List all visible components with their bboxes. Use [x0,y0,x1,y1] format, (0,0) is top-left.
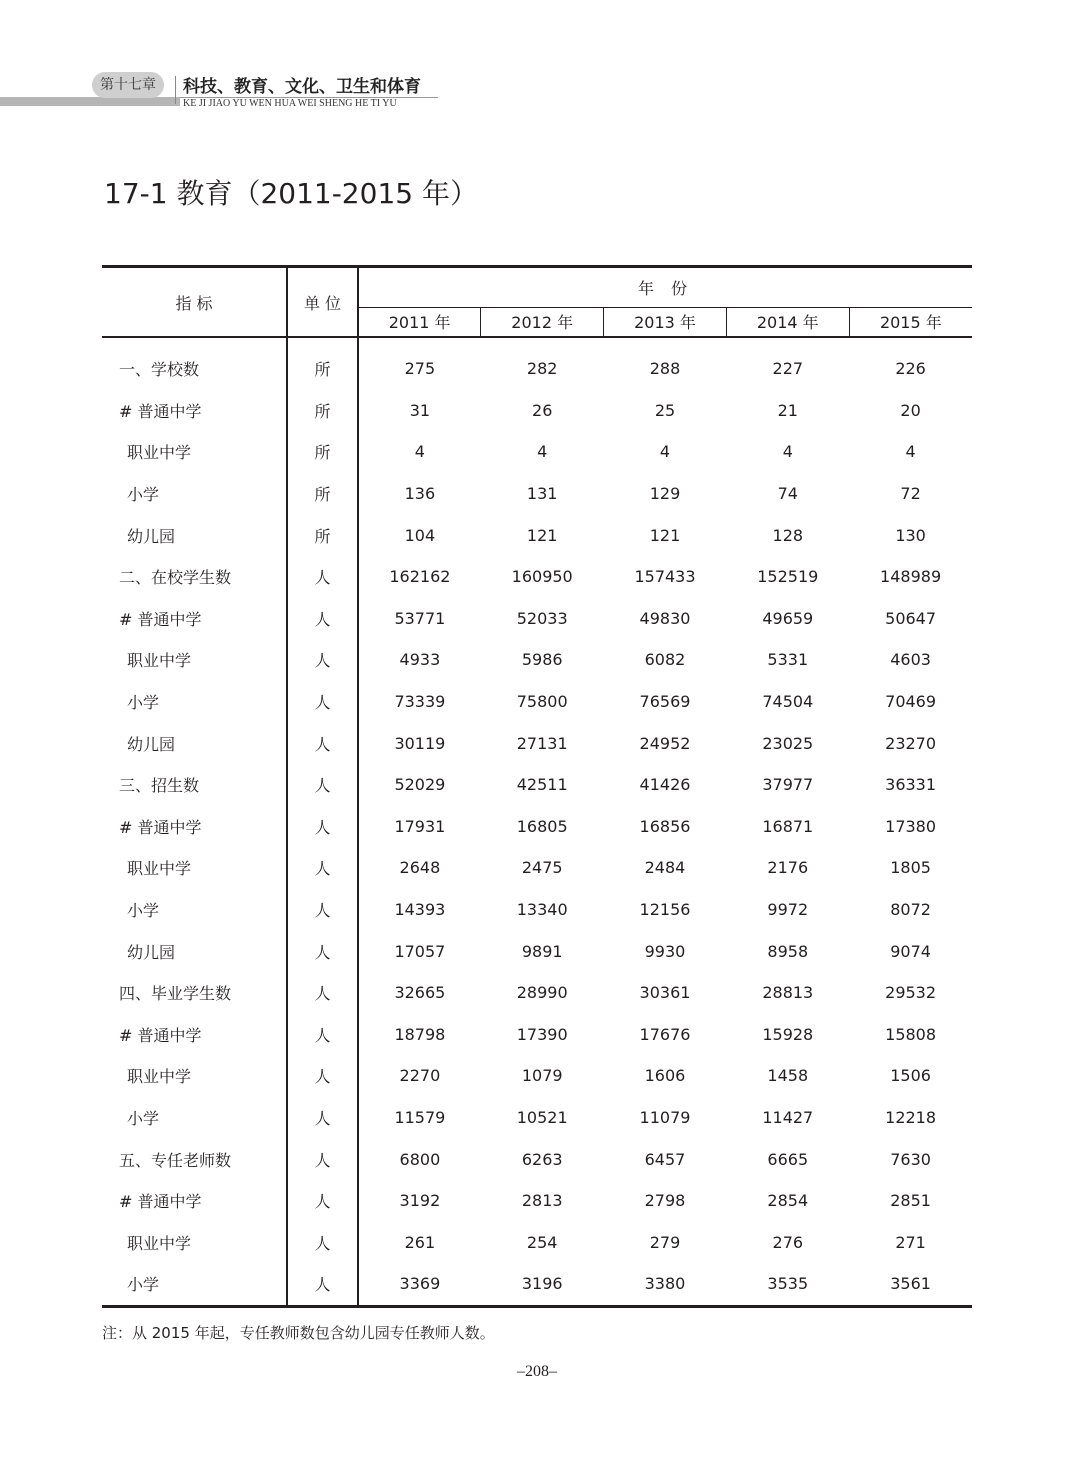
value-cell: 73339 [394,692,446,712]
value-cell: 17676 [639,1024,691,1044]
indicator-cell: 小学 [127,1108,160,1128]
value-cell: 10521 [516,1107,568,1127]
table-row [102,722,972,764]
value-cell: 1079 [521,1066,563,1086]
value-cell: 7630 [890,1149,931,1169]
table-row [102,514,972,556]
value-cell: 282 [526,359,558,379]
unit-header: 单 位 [287,267,358,338]
unit-cell: 人 [287,764,358,806]
unit-cell: 人 [287,1180,358,1222]
value-cell: 76569 [639,692,691,712]
value-cell: 21 [777,400,798,420]
table-row [102,473,972,515]
unit-cell: 人 [287,681,358,723]
value-cell: 276 [772,1232,804,1252]
table-row [102,1055,972,1097]
value-cell: 9930 [644,941,686,961]
value-cell: 74504 [762,692,814,712]
value-cell: 104 [404,525,436,545]
value-cell: 226 [895,359,926,379]
unit-cell: 人 [287,598,358,640]
unit-cell: 人 [287,722,358,764]
table-row [102,806,972,848]
value-cell: 53771 [394,608,446,628]
value-cell: 2484 [644,858,686,878]
header-decoration-bar [0,97,180,106]
year-header: 2011 年 [358,307,481,337]
indicator-cell: 小学 [127,485,160,505]
table-row [102,889,972,931]
table-row [102,598,972,640]
value-cell: 1506 [890,1066,931,1086]
indicator-cell: # 普通中学 [119,1025,202,1045]
value-cell: 9972 [767,900,809,920]
table-row [102,1263,972,1306]
value-cell: 3192 [399,1191,441,1211]
value-cell: 131 [526,484,558,504]
value-cell: 4 [659,442,671,462]
value-cell: 72 [900,484,921,504]
value-cell: 2854 [767,1191,809,1211]
value-cell: 162162 [389,567,451,587]
indicator-cell: # 普通中学 [119,609,202,629]
year-header: 2015 年 [849,307,972,337]
value-cell: 50647 [885,608,937,628]
value-cell: 130 [895,525,926,545]
value-cell: 121 [526,525,558,545]
value-cell: 9074 [890,941,931,961]
value-cell: 23025 [762,733,814,753]
value-cell: 23270 [885,733,937,753]
unit-cell: 人 [287,1014,358,1056]
value-cell: 14393 [394,900,446,920]
unit-cell: 所 [287,431,358,473]
unit-cell: 人 [287,806,358,848]
value-cell: 2270 [399,1066,441,1086]
unit-cell: 人 [287,972,358,1014]
value-cell: 27131 [516,733,568,753]
value-cell: 3535 [726,1263,849,1306]
value-cell: 17057 [394,941,446,961]
value-cell: 160950 [511,567,573,587]
table-row [102,348,972,390]
value-cell: 6800 [399,1149,441,1169]
table-body [102,337,972,1306]
indicator-cell: 小学 [127,901,160,921]
value-cell: 31 [409,400,431,420]
value-cell: 4603 [890,650,931,670]
value-cell: 28813 [762,983,814,1003]
value-cell: 2798 [644,1191,686,1211]
value-cell: 128 [772,525,804,545]
value-cell: 13340 [516,900,568,920]
unit-cell: 所 [287,390,358,432]
value-cell: 41426 [639,775,691,795]
unit-cell: 所 [287,514,358,556]
unit-cell: 人 [287,847,358,889]
value-cell: 11579 [394,1107,446,1127]
value-cell: 121 [649,525,681,545]
value-cell: 4933 [399,650,441,670]
value-cell: 15808 [885,1024,937,1044]
value-cell: 148989 [880,567,942,587]
indicator-cell: 幼儿园 [127,942,176,962]
value-cell: 17380 [885,816,937,836]
value-cell: 16856 [639,816,691,836]
value-cell: 17390 [516,1024,568,1044]
value-cell: 4 [905,442,916,462]
value-cell: 2851 [890,1191,931,1211]
indicator-cell: 四、毕业学生数 [119,984,232,1004]
value-cell: 30119 [394,733,446,753]
indicator-cell: 职业中学 [127,1067,192,1087]
value-cell: 6263 [521,1149,563,1169]
value-cell: 70469 [885,692,937,712]
table-note: 注：从 2015 年起，专任教师数包含幼儿园专任教师人数。 [102,1324,495,1342]
unit-cell: 人 [287,930,358,972]
value-cell: 279 [649,1232,681,1252]
unit-cell: 人 [287,1138,358,1180]
value-cell: 261 [404,1232,436,1252]
value-cell: 15928 [762,1024,814,1044]
indicator-cell: 五、专任老师数 [119,1150,232,1170]
value-cell: 157433 [634,567,696,587]
value-cell: 4 [782,442,793,462]
value-cell: 26 [532,400,553,420]
value-cell: 11079 [639,1107,691,1127]
indicator-cell: 职业中学 [127,443,192,463]
page-number: –208– [517,1363,557,1380]
table-row [102,1014,972,1056]
value-cell: 3561 [849,1263,972,1306]
table-row [102,764,972,806]
value-cell: 49830 [639,608,691,628]
value-cell: 11427 [762,1107,814,1127]
value-cell: 24952 [639,733,691,753]
table-row [102,1180,972,1222]
unit-cell: 人 [287,889,358,931]
value-cell: 5986 [521,650,563,670]
table-row [102,556,972,598]
value-cell: 1805 [890,858,931,878]
value-cell: 12218 [885,1107,937,1127]
value-cell: 18798 [394,1024,446,1044]
indicator-cell: 幼儿园 [127,526,176,546]
value-cell: 8958 [767,941,809,961]
value-cell: 52033 [516,608,568,628]
value-cell: 12156 [639,900,691,920]
value-cell: 16805 [516,816,568,836]
indicator-cell: 小学 [127,693,160,713]
value-cell: 8072 [890,900,931,920]
unit-cell: 人 [287,1097,358,1139]
value-cell: 37977 [762,775,814,795]
chapter-badge: 第十七章 [92,72,164,98]
value-cell: 17931 [394,816,446,836]
value-cell: 6665 [767,1149,809,1169]
table-row [102,1138,972,1180]
indicator-cell: 职业中学 [127,651,192,671]
indicator-cell: # 普通中学 [119,817,202,837]
value-cell: 6457 [644,1149,686,1169]
year-group-header: 年 份 [358,267,972,308]
chapter-title: 科技、教育、文化、卫生和体育 [183,77,421,97]
education-table [102,265,972,1308]
indicator-cell: 小学 [102,1263,287,1306]
value-cell: 74 [777,484,798,504]
table-row [102,681,972,723]
table-row [102,1097,972,1139]
unit-cell: 人 [287,1221,358,1263]
year-header: 2013 年 [604,307,727,337]
value-cell: 2648 [399,858,441,878]
value-cell: 6082 [644,650,686,670]
value-cell: 254 [526,1232,558,1252]
table-row [102,972,972,1014]
value-cell: 271 [895,1232,926,1252]
value-cell: 4 [414,442,425,462]
page-title: 17-1 教育（2011-2015 年） [104,177,478,210]
indicator-cell: # 普通中学 [119,1192,202,1212]
value-cell: 1458 [767,1066,809,1086]
value-cell: 30361 [639,983,691,1003]
value-cell: 16871 [762,816,814,836]
unit-cell: 人 [287,1263,358,1306]
value-cell: 3196 [481,1263,604,1306]
unit-cell: 所 [287,473,358,515]
value-cell: 136 [404,484,436,504]
value-cell: 49659 [762,608,814,628]
unit-cell: 人 [287,1055,358,1097]
year-header: 2014 年 [726,307,849,337]
indicator-cell: 幼儿园 [127,734,176,754]
unit-cell: 所 [287,348,358,390]
year-header: 2012 年 [481,307,604,337]
value-cell: 32665 [394,983,446,1003]
value-cell: 42511 [516,775,568,795]
value-cell: 9891 [521,941,563,961]
value-cell: 20 [900,400,921,420]
indicator-cell: 职业中学 [127,859,192,879]
chapter-pinyin: KE JI JIAO YU WEN HUA WEI SHENG HE TI YU [183,98,397,109]
unit-cell: 人 [287,639,358,681]
indicator-cell: 一、学校数 [119,360,200,380]
value-cell: 152519 [757,567,819,587]
value-cell: 2475 [521,858,563,878]
indicator-cell: # 普通中学 [119,401,202,421]
value-cell: 4 [537,442,548,462]
table-row [102,930,972,972]
value-cell: 25 [654,400,676,420]
indicator-cell: 三、招生数 [119,776,200,796]
header-divider [175,76,176,104]
table-row [102,390,972,432]
indicator-cell: 二、在校学生数 [119,568,232,588]
value-cell: 52029 [394,775,446,795]
table-row [102,1221,972,1263]
table-row [102,847,972,889]
unit-cell: 人 [287,556,358,598]
value-cell: 36331 [885,775,937,795]
value-cell: 28990 [516,983,568,1003]
value-cell: 288 [649,359,681,379]
indicator-header: 指 标 [102,267,287,338]
table-row [102,431,972,473]
table-row [102,639,972,681]
value-cell: 3380 [604,1263,727,1306]
value-cell: 275 [404,359,436,379]
value-cell: 2176 [767,858,809,878]
value-cell: 1606 [644,1066,686,1086]
value-cell: 5331 [767,650,809,670]
indicator-cell: 职业中学 [127,1233,192,1253]
value-cell: 2813 [521,1191,563,1211]
value-cell: 129 [649,484,681,504]
value-cell: 3369 [358,1263,481,1306]
value-cell: 227 [772,359,804,379]
value-cell: 29532 [885,983,937,1003]
value-cell: 75800 [516,692,568,712]
